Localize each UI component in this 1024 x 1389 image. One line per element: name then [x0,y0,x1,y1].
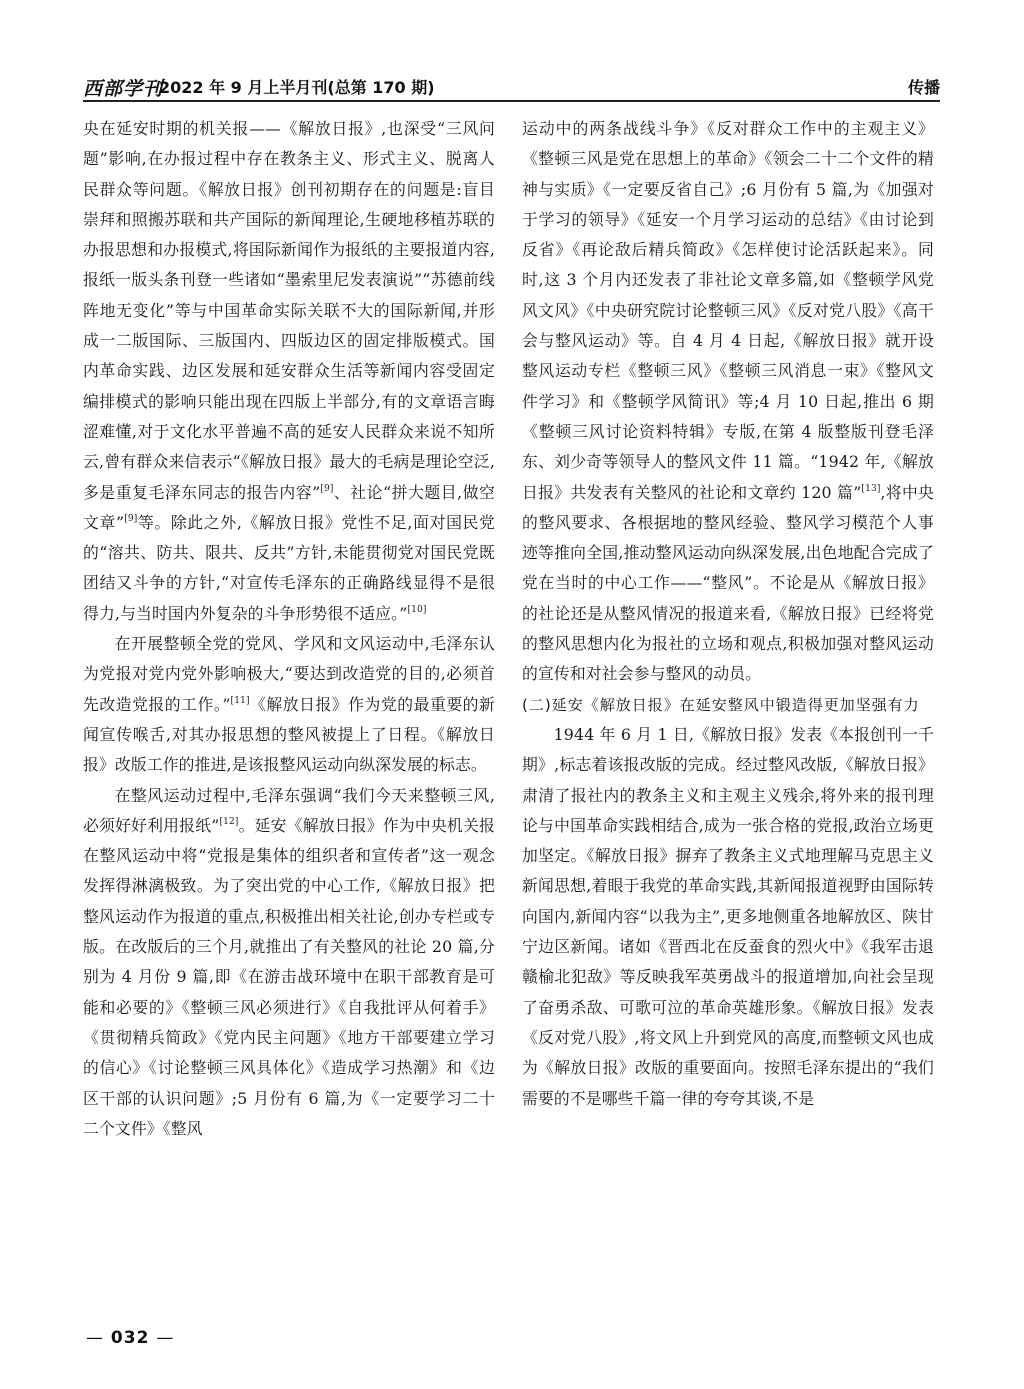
journal-masthead: 西部学刊 [83,78,164,100]
page-number: 032 [110,1328,150,1348]
left-column [83,114,495,1144]
issue-info: 2022 年 9 月上半月刊(总第 170 期) [159,78,435,97]
header-rule [83,100,940,102]
section-name: 传播 [907,78,940,97]
page-header [83,66,940,100]
citation-ref: [9] [320,483,334,494]
paragraph-text: 在开展整顿全党的党风、学风和文风运动中,毛泽东认为党报对党内党外影响极大,“要达到改造党的目的,必须首先改造党报的工作。” [83,634,495,714]
body-paragraph [83,114,495,629]
paragraph-text: 央在延安时期的机关报——《解放日报》,也深受“三风问题”影响,在办报过程中存在教条主义、形式主义、脱离人民群众等问题。《解放日报》创刊初期存在的问题是:盲目崇拜和照搬苏联和共产国际的新闻理论,生硬地移植苏联的办报思想和办报模式,将国际新闻作为报纸的主要报道内容,报纸一版头条刊登一些诸如“墨索里尼发表演说”“苏德前线阵地无变化”等与中国革命实际关联不大的国际新闻,并形成一二版国际、三版国内、四版边区的固定排版模式。国内革命实践、边区发展和延安群众生活等新闻内容受固定编排模式的影响只能出现在四版上半部分,有的文章语言晦涩难懂,对于文化水平普遍不高的延安人民群众来说不知所云,曾有群众来信表示“《解放日报》最大的毛病是理论空泛,多是重复毛泽东同志的报告内容” [83,119,495,502]
paragraph-text: 运动中的两条战线斗争》《反对群众工作中的主观主义》《整顿三风是党在思想上的革命》《领会二十二个文件的精神与实质》《一定要反省自己》;6 月份有 5 篇,为《加强对于学习的领导》《延安一个月学习运动的总结》《由讨论到反省》《再论敌后精兵简政》《怎样使讨论活跃起来》。同时,这 3 个月内还发表了非社论文章多篇,如《整顿学风党风文风》《中央研究院讨论整顿三风》《反对党八股》《高干会与整风运动》等。自 4 月 4 日起,《解放日报》就开设整风运动专栏《整顿三风》《整顿三风消息一束》《整风文件学习》和《整顿学风简讯》等;4 月 10 日起,推出 6 期《整顿三风讨论资料特辑》专版,在第 4 版整版刊登毛泽东、刘少奇等领导人的整风文件 11 篇。“1942 年,《解放日报》共发表有关整风的社论和文章约 120 篇” [522,119,934,502]
paragraph-text: ,将中央的整风要求、各根据地的整风经验、整风学习模范个人事迹等推向全国,推动整风运动向纵深发展,出色地配合完成了党在当时的中心工作——“整风”。不论是从《解放日报》的社论还是从整风情况的报道来看,《解放日报》已经将党的整风思想内化为报社的立场和观点,积极加强对整风运动的宣传和对社会参与整风的动员。 [522,482,934,684]
paragraph-text: 在整风运动过程中,毛泽东强调“我们今天来整顿三风,必须好好利用报纸” [83,785,495,835]
citation-ref: [12] [219,816,239,827]
footer-dash: — [86,1328,104,1348]
body-paragraph [83,629,495,780]
paragraph-text: 《解放日报》作为党的最重要的新闻宣传喉舌,对其办报思想的整风被提上了日程。《解放日报》改版工作的推进,是该报整风运动向纵深发展的标志。 [83,694,495,775]
paragraph-text: 、社论“拼大题目,做空文章” [83,482,496,532]
page-footer [86,1328,174,1348]
section-subheading: (二)延安《解放日报》在延安整风中锻造得更加坚强有力 [522,695,920,714]
paragraph-text: 等。除此之外,《解放日报》党性不足,面对国民党的“溶共、防共、限共、反共”方针,未能贯彻党对国民党既团结又斗争的方针,“对宣传毛泽东的正确路线显得不是很得力,与当时国内外复杂的斗争形势很不适应。” [83,512,495,623]
right-column [522,114,934,1114]
paragraph-text: 。延安《解放日报》作为中央机关报在整风运动中将“党报是集体的组织者和宣传者”这一观念发挥得淋漓极致。为了突出党的中心工作,《解放日报》把整风运动作为报道的重点,积极推出相关社论,创办专栏或专版。在改版后的三个月,就推出了有关整风的社论 20 篇,分别为 4 月份 9 篇,即《在游击战环境中在职干部教育是可能和必要的》《整顿三风必须进行》《自我批评从何着手》《贯彻精兵简政》《党内民主问题》《地方干部要建立学习的信心》《讨论整顿三风具体化》《造成学习热潮》和《边区干部的认识问题》;5 月份有 6 篇,为《一定要学习二十二个文件》《整风 [83,815,495,1138]
citation-ref: [10] [407,604,427,615]
citation-ref: [11] [230,695,250,706]
body-paragraph: 1944 年 6 月 1 日,《解放日报》发表《本报创刊一千期》,标志着该报改版的完成。经过整风改版,《解放日报》肃清了报社内的教条主义和主观主义残余,将外来的报刊理论与中国革命实践相结合,成为一张合格的党报,政治立场更加坚定。《解放日报》摒弃了教条主义式地理解马克思主义新闻思想,着眼于我党的革命实践,其新闻报道视野由国际转向国内,新闻内容“以我为主”,更多地侧重各地解放区、陕甘宁边区新闻。诸如《晋西北在反蚕食的烈火中》《我军击退赣榆北犯敌》等反映我军英勇战斗的报道增加,向社会呈现了奋勇杀敌、可歌可泣的革命英雄形象。《解放日报》发表《反对党八股》,将文风上升到党风的高度,而整顿文风也成为《解放日报》改版的重要面向。按照毛泽东提出的“我们需要的不是哪些千篇一律的夸夸其谈,不是 [522,724,934,1108]
citation-ref: [13] [861,483,881,494]
footer-dash: — [156,1328,175,1348]
citation-ref: [9] [124,513,138,524]
body-paragraph [83,781,495,1145]
body-paragraph [522,114,934,690]
